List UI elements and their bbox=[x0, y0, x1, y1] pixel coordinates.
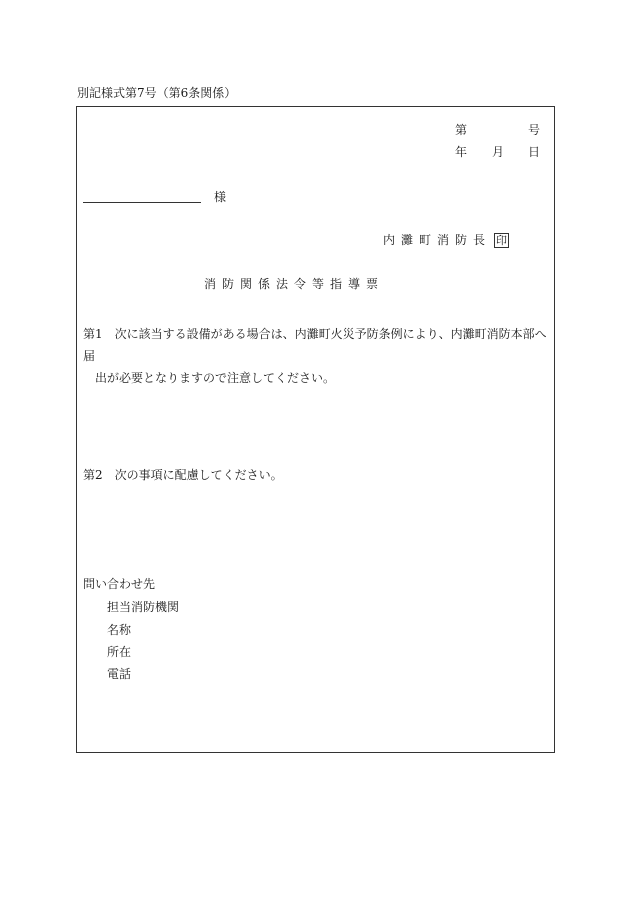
form-frame bbox=[76, 106, 555, 753]
addressee-suffix: 様 bbox=[214, 190, 227, 204]
item-1-line-1: 第1 次に該当する設備がある場合は、内灘町火災予防条例により、内灘町消防本部へ届 bbox=[83, 327, 547, 363]
form-number-label: 別記様式第7号（第6条関係） bbox=[77, 86, 237, 100]
item-2: 第2 次の事項に配慮してください。 bbox=[83, 468, 283, 482]
item-1 bbox=[83, 323, 549, 389]
item-1-line-2: 出が必要となりますので注意してください。 bbox=[95, 371, 336, 385]
date-month: 月 bbox=[492, 145, 505, 159]
contact-phone: 電話 bbox=[107, 667, 132, 681]
contact-name: 名称 bbox=[107, 623, 132, 637]
issuer-block bbox=[383, 233, 509, 248]
date-day: 日 bbox=[528, 145, 541, 159]
issuer-name: 内灘町消防長 bbox=[383, 233, 492, 247]
addressee-line bbox=[83, 202, 201, 203]
contact-heading: 問い合わせ先 bbox=[83, 577, 156, 591]
seal-mark: 印 bbox=[496, 234, 508, 247]
number-prefix: 第 bbox=[455, 123, 468, 137]
document-title: 消防関係法令等指導票 bbox=[204, 277, 385, 291]
contact-location: 所在 bbox=[107, 645, 132, 659]
number-suffix: 号 bbox=[528, 123, 541, 137]
contact-agency: 担当消防機関 bbox=[107, 600, 180, 614]
date-year: 年 bbox=[455, 145, 468, 159]
